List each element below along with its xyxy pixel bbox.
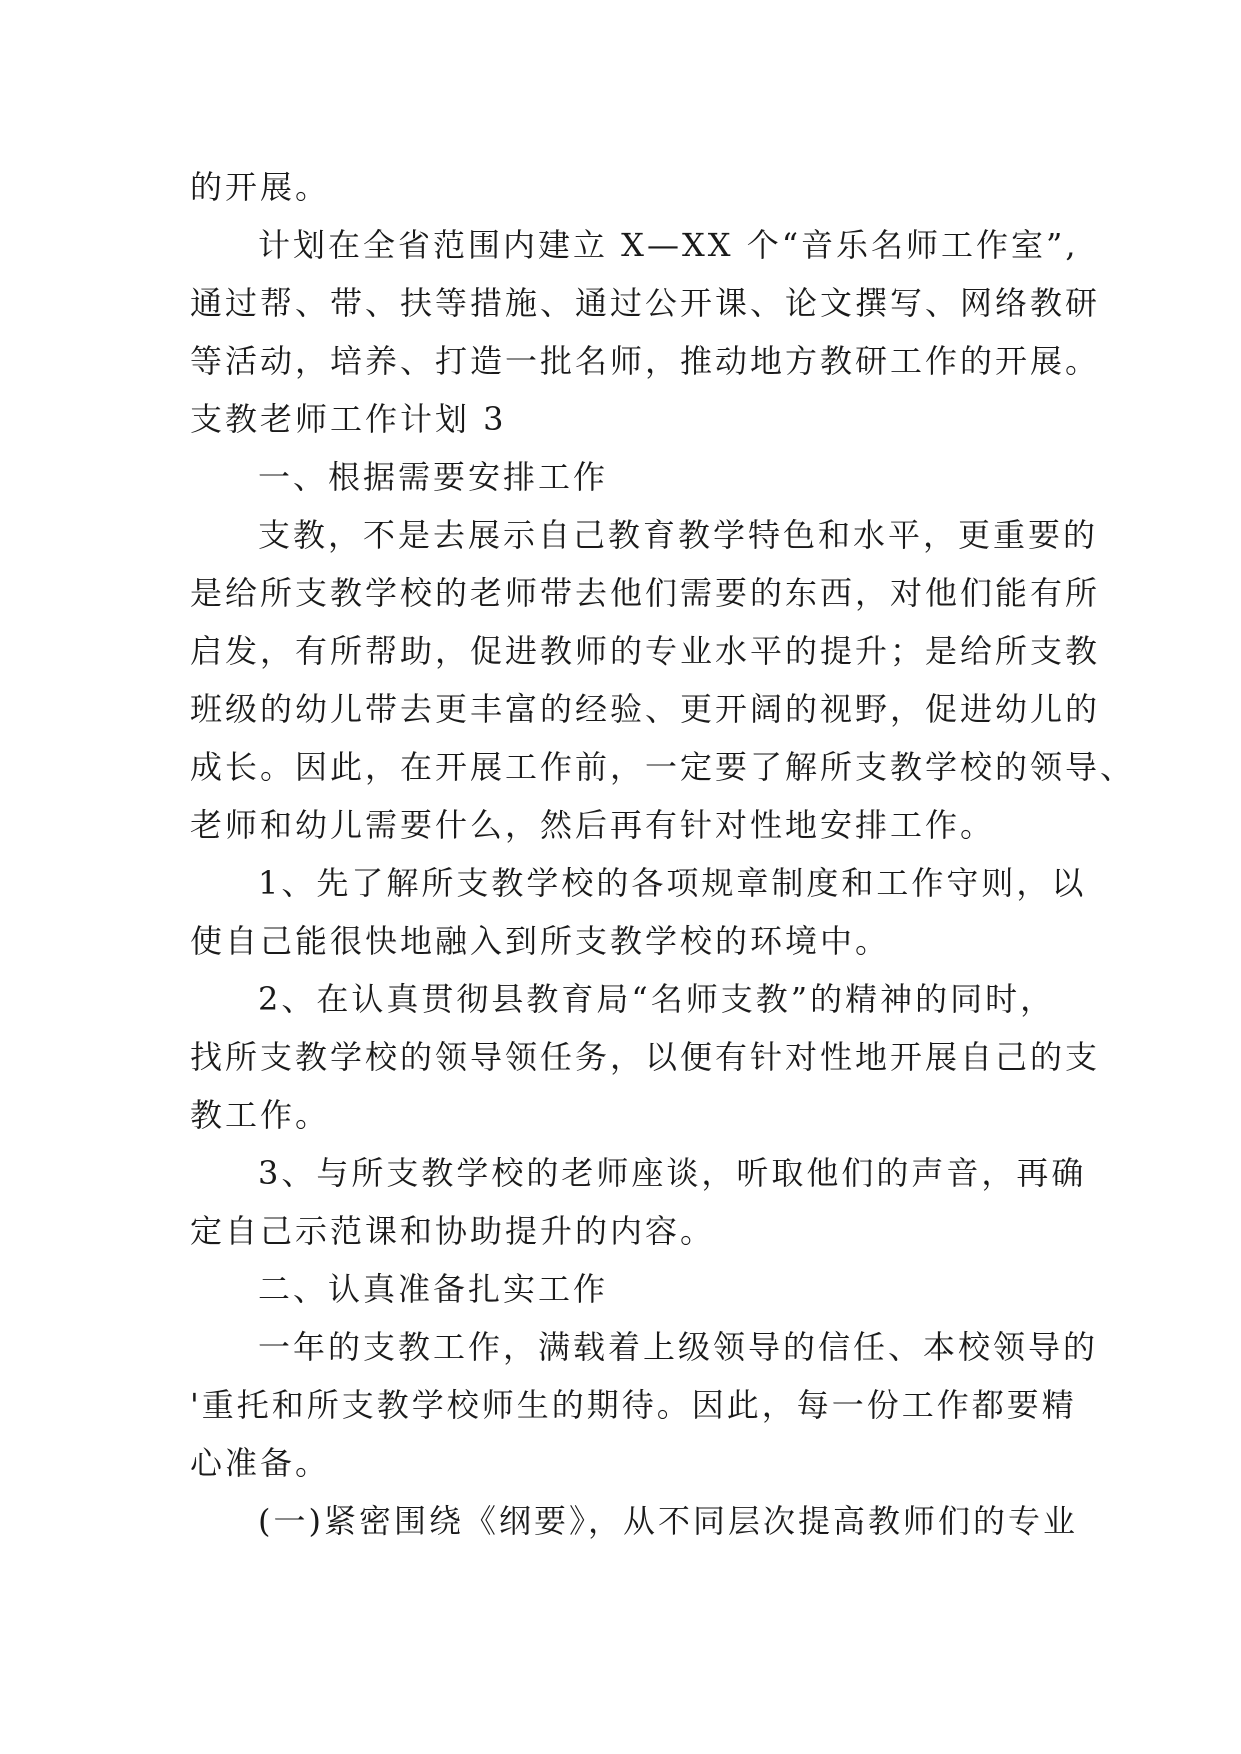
text-line: 一年的支教工作，满载着上级领导的信任、本校领导的 — [258, 1328, 1099, 1366]
subheading: (一)紧密围绕《纲要》，从不同层次提高教师们的专业 — [258, 1502, 1078, 1540]
text-line: 找所支教学校的领导领任务，以便有针对性地开展自己的支 — [190, 1038, 1101, 1076]
list-item-3: 3、与所支教学校的老师座谈，听取他们的声音，再确 — [258, 1154, 1087, 1192]
section-title: 支教老师工作计划 3 — [190, 400, 507, 438]
text-line: 心准备。 — [190, 1444, 331, 1482]
text-line: 是给所支教学校的老师带去他们需要的东西，对他们能有所 — [190, 574, 1101, 612]
text-line: 成长。因此，在开展工作前，一定要了解所支教学校的领导、 — [190, 748, 1136, 786]
text-line: 等活动，培养、打造一批名师，推动地方教研工作的开展。 — [190, 342, 1101, 380]
text-line: 班级的幼儿带去更丰富的经验、更开阔的视野，促进幼儿的 — [190, 690, 1101, 728]
heading-1: 一、根据需要安排工作 — [258, 458, 609, 496]
text-line: 老师和幼儿需要什么，然后再有针对性地安排工作。 — [190, 806, 996, 844]
text-line: 定自己示范课和协助提升的内容。 — [190, 1212, 716, 1250]
text-line: 启发，有所帮助，促进教师的专业水平的提升；是给所支教 — [190, 632, 1101, 670]
text-line: '重托和所支教学校师生的期待。因此，每一份工作都要精 — [190, 1386, 1077, 1424]
text-line: 支教，不是去展示自己教育教学特色和水平，更重要的 — [258, 516, 1099, 554]
list-item-2: 2、在认真贯彻县教育局“名师支教”的精神的同时， — [258, 980, 1056, 1018]
document-body — [190, 158, 1136, 1550]
heading-2: 二、认真准备扎实工作 — [258, 1270, 609, 1308]
text-line: 使自己能很快地融入到所支教学校的环境中。 — [190, 922, 891, 960]
text-line: 通过帮、带、扶等措施、通过公开课、论文撰写、网络教研 — [190, 284, 1101, 322]
text-line: 计划在全省范围内建立 X—XX 个“音乐名师工作室”, — [258, 226, 1079, 264]
text-line: 的开展。 — [190, 168, 331, 206]
text-line: 教工作。 — [190, 1096, 331, 1134]
list-item-1: 1、先了解所支教学校的各项规章制度和工作守则，以 — [258, 864, 1087, 902]
